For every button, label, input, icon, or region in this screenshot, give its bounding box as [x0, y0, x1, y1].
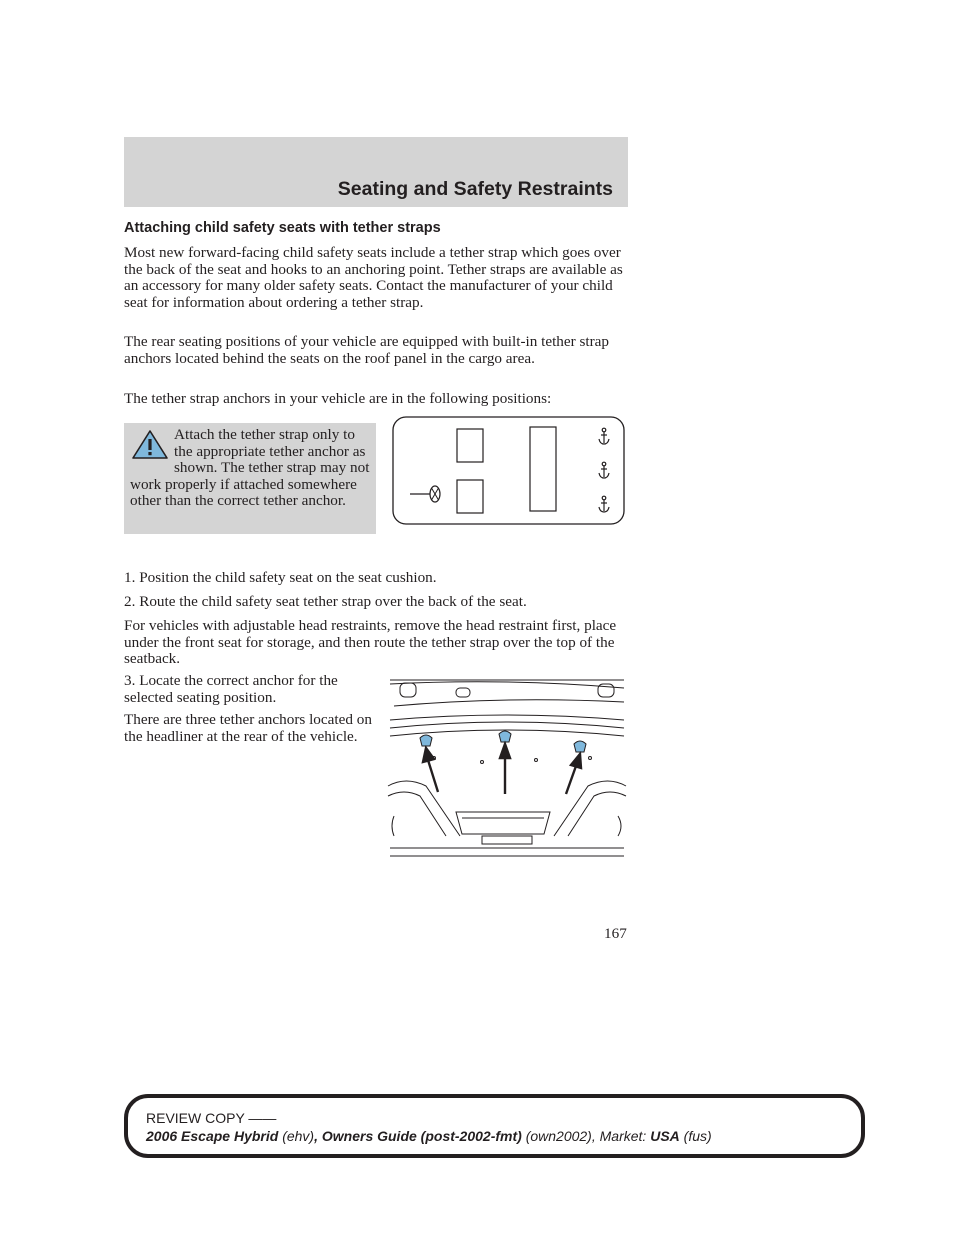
guide-name: Owners Guide (post-2002-fmt)	[321, 1128, 522, 1144]
tether-anchor-right	[574, 741, 586, 752]
page-number: 167	[604, 925, 627, 942]
header-band	[124, 137, 628, 207]
intro-paragraph-2: The rear seating positions of your vehicle are equipped with built-in tether strap anchors located behind the seats on the roof panel in the cargo area.	[124, 333, 610, 367]
tether-anchor-center	[499, 731, 511, 742]
step-2: 2. Route the child safety seat tether strap over the back of the seat.	[124, 593, 527, 610]
anchor-icon	[599, 428, 609, 444]
guide-code: (own2002)	[525, 1128, 592, 1144]
warning-box	[124, 423, 376, 534]
model-name: 2006 Escape Hybrid	[146, 1128, 279, 1144]
market-code: (fus)	[683, 1128, 712, 1144]
subheading: Attaching child safety seats with tether straps	[124, 220, 441, 236]
intro-paragraph-3: The tether strap anchors in your vehicle are in the following positions:	[124, 390, 552, 407]
model-code: (ehv)	[282, 1128, 315, 1144]
market-name: USA	[650, 1128, 680, 1144]
warning-text: Attach the tether strap only to the appropriate tether anchor as shown. The tether strap may not work properly if attached somewhere other than the correct tether anchor.	[130, 426, 370, 510]
seat-front-right	[457, 480, 483, 513]
cargo-area-illustration	[386, 676, 628, 864]
seat-rear-bench	[530, 427, 556, 511]
section-title: Seating and Safety Restraints	[337, 178, 613, 200]
step-3: 3. Locate the correct anchor for the selected seating position.	[124, 672, 338, 706]
anchors-location-text: There are three tether anchors located on the headliner at the rear of the vehicle.	[124, 711, 372, 745]
tether-anchor-diagram	[392, 416, 625, 526]
head-restraint-note: For vehicles with adjustable head restraints, remove the head restraint first, place under the front seat for storage, and then route the tether strap over the top of the seatback.	[124, 617, 617, 668]
anchor-icon	[599, 496, 609, 512]
review-copy-footer	[124, 1094, 865, 1158]
market-label: , Market:	[591, 1128, 651, 1144]
seat-front-left	[457, 429, 483, 462]
separator: ,	[314, 1128, 322, 1144]
warning-triangle-icon	[130, 429, 170, 461]
intro-paragraph-1: Most new forward-facing child safety seats include a tether strap which goes over the back of the seat and hooks to an anchoring point. Tether straps are available as an accessory for many older safety seats. Contact the manufacturer of your child seat for information about ordering a tether strap.	[124, 244, 623, 311]
publication-info	[146, 1127, 861, 1145]
step-1: 1. Position the child safety seat on the seat cushion.	[124, 569, 437, 586]
tether-anchor-left	[420, 735, 432, 746]
anchor-icon	[599, 462, 609, 478]
review-copy-label: REVIEW COPY ——	[146, 1110, 277, 1126]
